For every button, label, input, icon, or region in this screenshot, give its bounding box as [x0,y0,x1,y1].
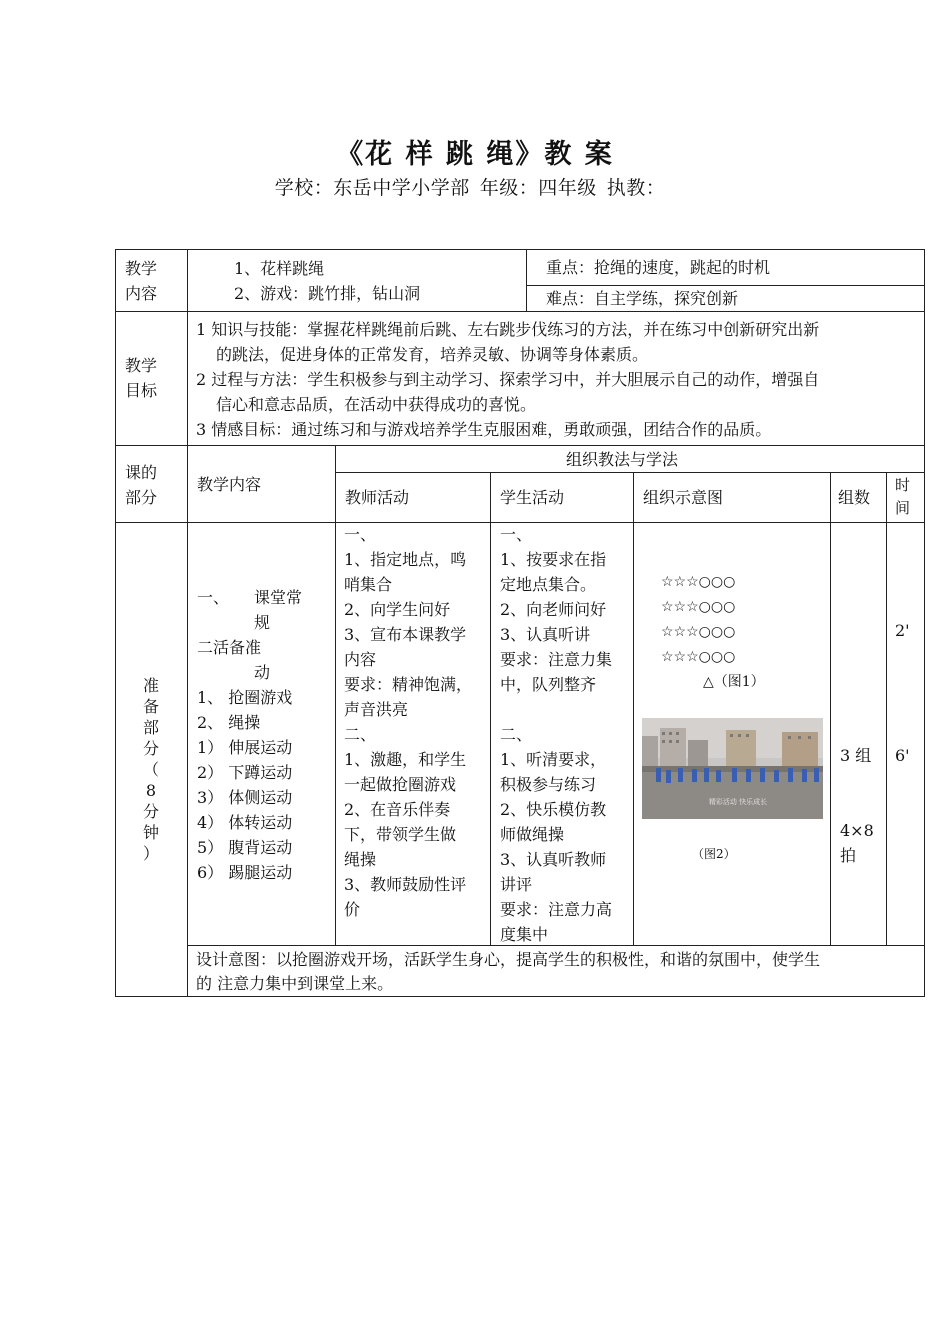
teacher-activity-line: 内容 [344,650,377,669]
row-divider [115,311,925,312]
content-item: 4） 体转运动 [197,813,293,832]
teacher-activity-line: 价 [344,900,361,919]
groups-value: 拍 [840,846,857,865]
groups-header: 组数 [838,488,871,507]
goals-label-1: 教学 [125,356,158,375]
section-label-2: 部分 [125,488,158,507]
prep-label-char: 钟 [142,823,159,842]
content-label-1: 教学 [125,259,158,278]
teacher-activity-list [344,522,486,922]
formation-diagram [661,570,735,670]
section-label-1: 课的 [125,463,158,482]
student-activity-line: 度集中 [500,925,549,944]
goal-line: 的跳法，促进身体的正常发育，培养灵敏、协调等身体素质。 [216,345,649,364]
teacher-activity-line: 1、激趣，和学生 [344,750,467,769]
content-line: 动 [254,663,271,682]
table-border-bottom [115,996,925,997]
col-divider [526,249,527,311]
goals-label-2: 目标 [125,381,158,400]
student-activity-line: 二、 [500,725,533,744]
time-header-1: 时 [895,476,911,494]
content-line: 规 [254,613,271,632]
grade-level: 年级：四年级 [479,177,597,199]
teacher-activity-line: 一起做抢圈游戏 [344,775,457,794]
photo-watermark: 精彩活动 快乐成长 [708,798,768,806]
key-point: 重点：抢绳的速度，跳起的时机 [546,258,771,277]
content-item: 1） 伸展运动 [197,738,293,757]
col-divider [830,472,831,945]
student-activity-header: 学生活动 [500,488,565,507]
col-divider [335,445,336,945]
content-label-2: 内容 [125,284,158,303]
teacher-position-mark: △（图1） [703,674,765,690]
content-header: 教学内容 [197,475,262,494]
col-divider [886,472,887,945]
teacher-activity-line: 要求：精神饱满， [344,675,473,694]
student-activity-line: 定地点集合。 [500,575,597,594]
content-items [197,685,292,885]
teacher-activity-line: 3、宣布本课教学 [344,625,467,644]
student-activity-line: 积极参与练习 [500,775,597,794]
student-activity-line: 一、 [500,525,533,544]
page-title: 《花 样 跳 绳》教 案 [336,139,614,170]
col-divider [187,249,188,997]
student-activity-line: 1、听清要求， [500,750,607,769]
time-header-2: 间 [895,499,911,517]
prep-label-char: 备 [142,697,159,716]
goal-line: 2 过程与方法：学生积极参与到主动学习、探索学习中，并大胆展示自己的动作，增强自 [196,370,820,389]
prep-section-label [138,675,164,864]
prep-label-char: 分 [142,802,159,821]
content-item: 2） 下蹲运动 [197,763,293,782]
prep-label-char: 分 [142,739,159,758]
teacher-activity-line: 2、在音乐伴奏 [344,800,451,819]
goal-line: 信心和意志品质，在活动中获得成功的喜悦。 [216,395,537,414]
time-value: 6' [895,746,910,765]
student-activity-line: 讲评 [500,875,533,894]
prep-label-char: 准 [142,676,159,695]
design-intent: 设计意图：以抢圈游戏开场，活跃学生身心，提高学生的积极性，和谐的氛围中，使学生 [196,950,821,969]
teacher-activity-line: 声音洪亮 [344,700,409,719]
time-value: 2' [895,621,910,640]
content-item: 5） 腹背运动 [197,838,293,857]
goal-line: 1 知识与技能：掌握花样跳绳前后跳、左右跳步伐练习的方法，并在练习中创新研究出新 [196,320,820,339]
photo-caption: （图2） [692,847,736,861]
table-border-left [115,249,116,997]
student-activity-line: 中，队列整齐 [500,675,597,694]
student-activity-line: 师做绳操 [500,825,565,844]
formation-row: ☆☆☆○○○ [661,599,736,615]
teacher-activity-header: 教师活动 [345,488,410,507]
table-border-right [924,249,925,997]
content-item: 2、 绳操 [197,713,261,732]
class-photo [642,718,823,819]
teacher-activity-line: 1、指定地点，鸣 [344,550,467,569]
prep-label-char: 部 [142,718,159,737]
design-intent: 的 注意力集中到课堂上来。 [196,974,394,993]
table-border-top [115,249,925,250]
teacher-activity-line: 二、 [344,725,377,744]
page-subtitle [0,173,950,200]
row-divider [115,445,925,446]
content-item: 1、 抢圈游戏 [197,688,293,707]
content-item: 6） 踢腿运动 [197,863,293,882]
organization-header: 组织教法与学法 [566,450,679,469]
prep-label-char: 8 [145,781,157,800]
prep-label-char: ） [142,844,159,863]
school-name: 学校：东岳中学小学部 [274,177,470,199]
goal-line: 3 情感目标：通过练习和与游戏培养学生克服困难，勇敢顽强，团结合作的品质。 [196,420,772,439]
difficulty-point: 难点：自主学练，探究创新 [546,289,739,308]
content-line: 一、 [197,588,230,607]
teacher-activity-line: 2、向学生问好 [344,600,451,619]
col-divider [633,472,634,945]
formation-row: ☆☆☆○○○ [661,574,736,590]
teacher-activity-line: 哨集合 [344,575,393,594]
row-divider [335,472,925,473]
student-activity-line: 要求：注意力集 [500,650,613,669]
prep-label-char: （ [142,760,159,779]
student-activity-line [500,697,630,722]
content-item: 3） 体侧运动 [197,788,293,807]
teacher-name: 执教： [606,177,666,199]
student-activity-line: 要求：注意力高 [500,900,613,919]
formation-row: ☆☆☆○○○ [661,624,736,640]
teacher-activity-line: 3、教师鼓励性评 [344,875,467,894]
teacher-activity-line: 一、 [344,525,377,544]
student-activity-line: 2、快乐模仿教 [500,800,607,819]
content-item: 2、游戏：跳竹排，钻山洞 [234,284,421,303]
content-line: 二活备准 [197,638,262,657]
groups-value: 3 组 [840,746,872,765]
student-activity-list [500,522,630,947]
content-line: 课堂常 [254,588,303,607]
teacher-activity-line: 绳操 [344,850,377,869]
student-activity-line: 2、向老师问好 [500,600,607,619]
student-activity-line: 1、按要求在指 [500,550,607,569]
student-activity-line: 3、认真听教师 [500,850,607,869]
content-item: 1、花样跳绳 [234,259,325,278]
diagram-header: 组织示意图 [643,488,724,507]
groups-value: 4×8 [840,821,874,840]
teacher-activity-line: 下，带领学生做 [344,825,457,844]
formation-row: ☆☆☆○○○ [661,649,736,665]
student-activity-line: 3、认真听讲 [500,625,591,644]
col-divider [490,472,491,945]
class-photo-image [642,718,823,819]
